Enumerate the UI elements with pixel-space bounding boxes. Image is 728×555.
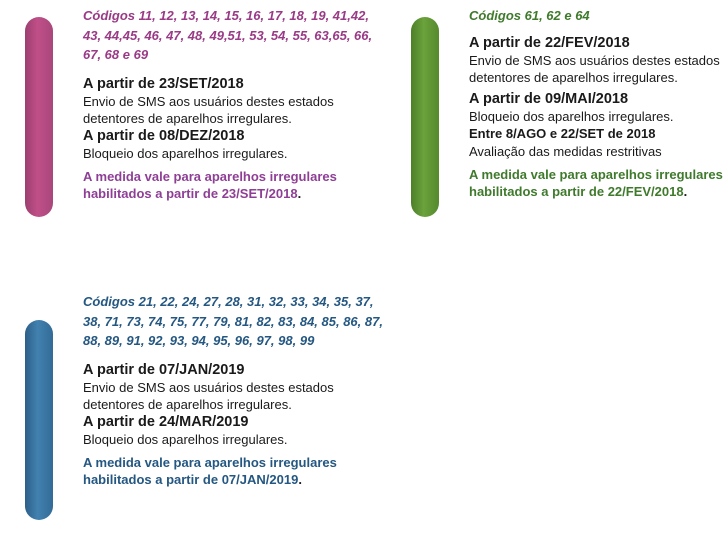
validity-note bbox=[83, 454, 383, 488]
phase-1-date-heading: A partir de 22/FEV/2018 bbox=[469, 34, 630, 51]
phase-2-date-heading: A partir de 08/DEZ/2018 bbox=[83, 127, 245, 144]
phase-1-description: Envio de SMS aos usuários destes estados detentores de aparelhos irregulares. bbox=[469, 52, 720, 85]
validity-note-text: A medida vale para aparelhos irregulares habilitados a partir de 07/JAN/2019 bbox=[83, 454, 337, 487]
phase-2-date-heading: A partir de 24/MAR/2019 bbox=[83, 413, 249, 430]
validity-note-period: . bbox=[297, 185, 302, 201]
blue-accent-bar bbox=[25, 320, 53, 520]
phase-3-date-heading: Entre 8/AGO e 22/SET de 2018 bbox=[469, 125, 656, 141]
phase-1-date-heading: A partir de 23/SET/2018 bbox=[83, 75, 244, 92]
area-codes-block-1 bbox=[83, 6, 383, 202]
phase-1-description: Envio de SMS aos usuários destes estados detentores de aparelhos irregulares. bbox=[83, 379, 334, 412]
area-codes-block-2 bbox=[469, 6, 727, 200]
validity-note-period: . bbox=[683, 183, 688, 199]
area-codes-list: Códigos 11, 12, 13, 14, 15, 16, 17, 18, 19, 41,42, 43, 44,45, 46, 47, 48, 49,51, 53, 54, 55, 63,65, 66, 67, 68 e 69 bbox=[83, 8, 373, 62]
phase-1-date-heading: A partir de 07/JAN/2019 bbox=[83, 361, 245, 378]
area-codes-list: Códigos 61, 62 e 64 bbox=[469, 8, 590, 23]
validity-note-text: A medida vale para aparelhos irregulares habilitados a partir de 23/SET/2018 bbox=[83, 168, 337, 201]
phase-2-description: Bloqueio dos aparelhos irregulares. bbox=[83, 145, 288, 161]
validity-note-period: . bbox=[298, 471, 302, 487]
validity-note bbox=[83, 168, 383, 202]
validity-note bbox=[469, 166, 727, 200]
phase-2-description: Bloqueio dos aparelhos irregulares. bbox=[469, 108, 674, 124]
area-codes-list: Códigos 21, 22, 24, 27, 28, 31, 32, 33, 34, 35, 37, 38, 71, 73, 74, 75, 77, 79, 81, 82, 83, 84, 85, 86, 87, 88, 89, 91, 92, 93, 94, 95, 96, 97, 98, 99 bbox=[83, 294, 383, 348]
pink-accent-bar bbox=[25, 17, 53, 217]
phase-2-date-heading: A partir de 09/MAI/2018 bbox=[469, 90, 629, 107]
phase-3-description: Avaliação das medidas restritivas bbox=[469, 143, 662, 159]
phase-1-description: Envio de SMS aos usuários destes estados detentores de aparelhos irregulares. bbox=[83, 93, 334, 126]
validity-note-text: A medida vale para aparelhos irregulares habilitados a partir de 22/FEV/2018 bbox=[469, 166, 723, 199]
area-codes-block-3 bbox=[83, 292, 383, 488]
phase-2-description: Bloqueio dos aparelhos irregulares. bbox=[83, 431, 288, 447]
green-accent-bar bbox=[411, 17, 439, 217]
